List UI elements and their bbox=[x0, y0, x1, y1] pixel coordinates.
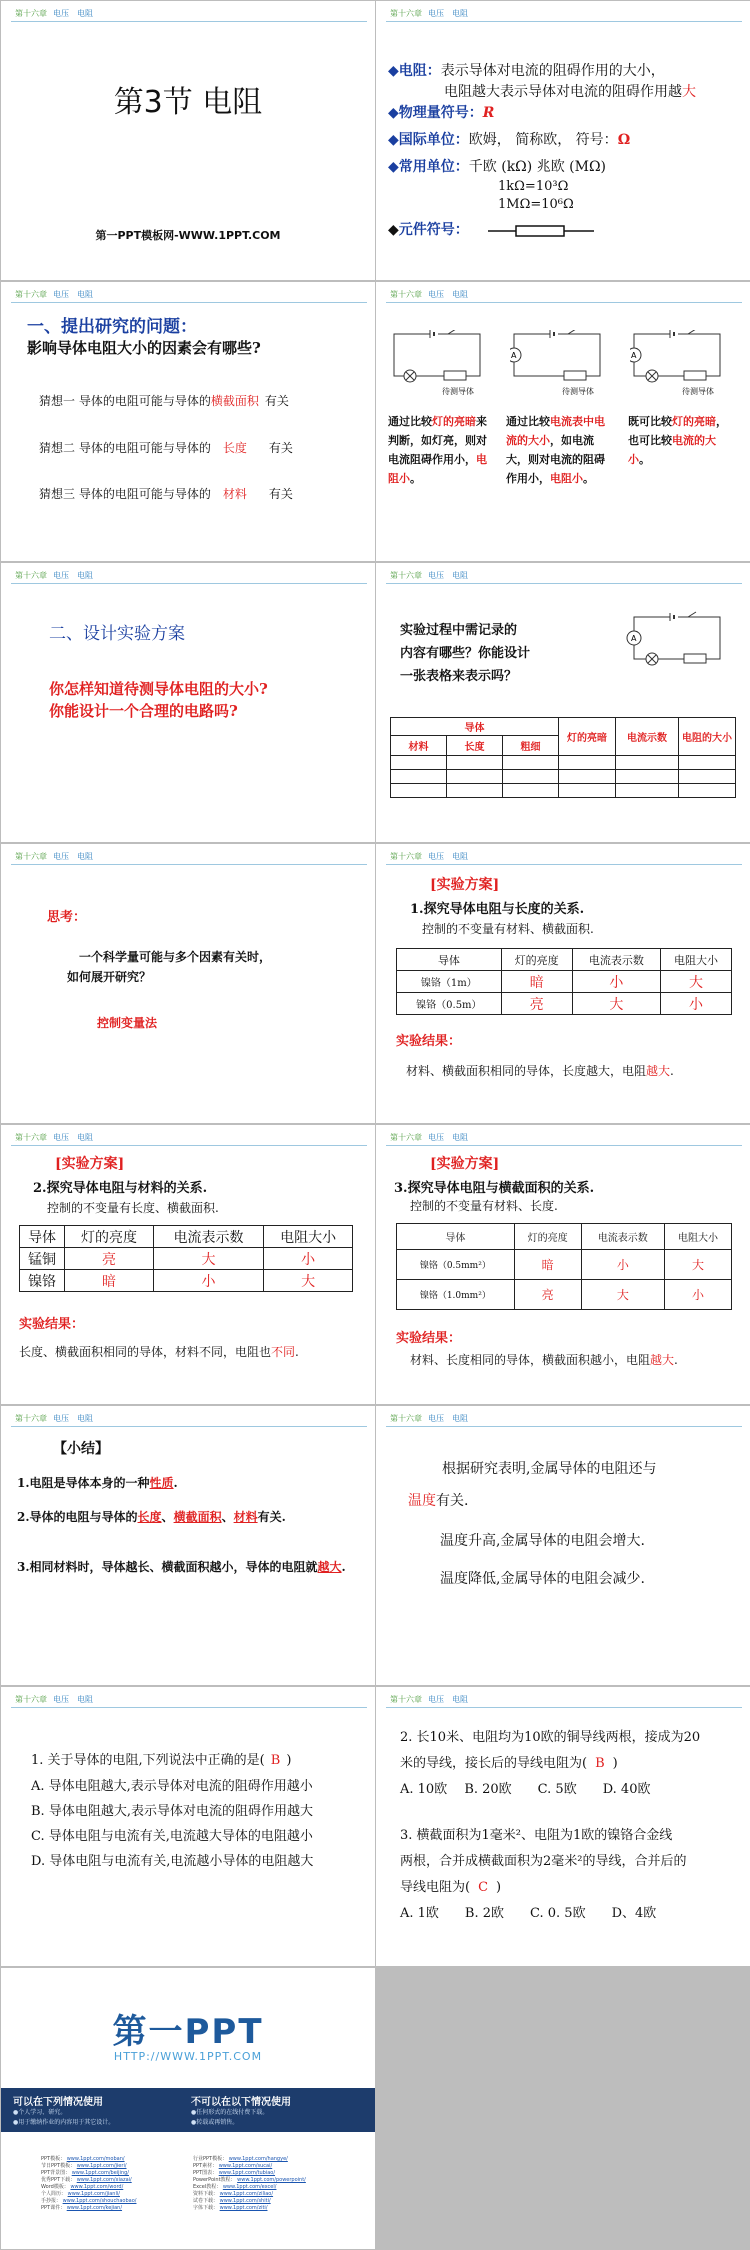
record-table: 导体 灯的亮暗 电流示数 电阻的大小 材料 长度 粗细 bbox=[390, 717, 736, 798]
svg-text:A: A bbox=[631, 351, 637, 360]
result-table: 导体 灯的亮度 电流表示数 电阻大小 锰铜 亮 大 小 镍铬 暗 小 大 bbox=[19, 1225, 353, 1292]
section-heading: 一、提出研究的问题： bbox=[27, 317, 197, 337]
circuit-note-3: 既可比较灯的亮暗，也可比较电流的大小。 bbox=[628, 415, 727, 466]
slide-header: 第十六章 电压 电阻 bbox=[390, 9, 468, 18]
think-label: 思考： bbox=[47, 910, 87, 925]
slide-title bbox=[1, 1, 375, 280]
link[interactable]: www.1ppt.com/powerpoint/ bbox=[237, 2177, 306, 2183]
circuit-label: 待测导体 bbox=[682, 387, 714, 396]
circuit-combined-icon bbox=[626, 611, 730, 673]
header-divider bbox=[11, 1707, 367, 1708]
plan-label: [实验方案] bbox=[430, 877, 500, 893]
summary-point-2: 2.导体的电阻与导体的长度、横截面积、材料有关. bbox=[17, 1510, 286, 1524]
quiz-question: 1. 关于导体的电阻,下列说法中正确的是( B ) bbox=[31, 1753, 292, 1768]
slide-thinking bbox=[1, 844, 375, 1123]
link[interactable]: www.1ppt.com/tubiao/ bbox=[218, 2170, 276, 2176]
temperature-line-4: 温度降低,金属导体的电阻会减少. bbox=[440, 1571, 645, 1587]
summary-heading: 【小结】 bbox=[53, 1441, 109, 1457]
slide-header: 第十六章 电压 电阻 bbox=[390, 1133, 468, 1142]
guess-one: 猜想一 导体的电阻可能与导体的横截面积 有关 bbox=[39, 394, 289, 408]
circuit-label: 待测导体 bbox=[442, 387, 474, 396]
quiz-option-b: B. 导体电阻越大,表示导体对电流的阻碍作用越大 bbox=[31, 1804, 313, 1819]
plan-label: [实验方案] bbox=[430, 1156, 500, 1172]
temperature-line-1: 根据研究表明,金属导体的电阻还与 bbox=[442, 1461, 657, 1477]
resistor-symbol-icon bbox=[488, 224, 598, 238]
result-text: 长度、横截面积相同的导体，材料不同，电阻也不同. bbox=[19, 1345, 299, 1359]
plan-item: 1.探究导体电阻与长度的关系. bbox=[410, 902, 585, 917]
link[interactable]: www.1ppt.com/jieri/ bbox=[76, 2163, 127, 2169]
header-divider bbox=[386, 302, 742, 303]
conversion-kilo: 1kΩ=10³Ω bbox=[498, 179, 569, 194]
slide-header: 第十六章 电压 电阻 bbox=[15, 1695, 93, 1704]
control-variables: 控制的不变量有长度、横截面积. bbox=[47, 1201, 219, 1215]
slide-header: 第十六章 电压 电阻 bbox=[15, 571, 93, 580]
header-divider bbox=[386, 1707, 742, 1708]
site-label: 第一PPT模板网-WWW.1PPT.COM bbox=[95, 229, 281, 242]
link[interactable]: www.1ppt.com/kejian/ bbox=[66, 2205, 123, 2211]
quiz-question-3: 3. 横截面积为1毫米²、电阻为1欧的镍铬合金线 两根，合并成横截面积为2毫米²的导线，合并后的 导线电阻为( C ) A. 1欧 B. 2欧 C. 0. 5欧 D、4欧 bbox=[400, 1828, 687, 1921]
header-divider bbox=[386, 1145, 742, 1146]
header-divider bbox=[11, 1145, 367, 1146]
link[interactable]: www.1ppt.com/jianli/ bbox=[67, 2191, 120, 2197]
header-divider bbox=[386, 21, 742, 22]
method-answer: 控制变量法 bbox=[97, 1016, 158, 1030]
design-question-2: 你能设计一个合理的电路吗? bbox=[49, 702, 238, 720]
record-prompt: 实验过程中需记录的 内容有哪些？你能设计 一张表格来表示吗？ bbox=[400, 623, 531, 684]
link[interactable]: www.1ppt.com/shouchaobao/ bbox=[62, 2198, 137, 2204]
slide-summary bbox=[1, 1406, 375, 1685]
plan-label: [实验方案] bbox=[55, 1156, 125, 1172]
header-divider bbox=[11, 302, 367, 303]
design-question-1: 你怎样知道待测导体电阻的大小? bbox=[49, 680, 268, 698]
link[interactable]: www.1ppt.com/ziti/ bbox=[219, 2205, 268, 2211]
think-line-2: 如何展开研究？ bbox=[67, 970, 152, 984]
slide-header: 第十六章 电压 电阻 bbox=[390, 1695, 468, 1704]
link[interactable]: www.1ppt.com/word/ bbox=[70, 2184, 124, 2190]
result-text: 材料、横截面积相同的导体，长度越大，电阻越大. bbox=[406, 1064, 674, 1078]
result-label: 实验结果： bbox=[19, 1317, 85, 1332]
brand-url: HTTP://WWW.1PPT.COM bbox=[113, 2050, 263, 2063]
circuit-combined-icon bbox=[630, 330, 726, 384]
brand-logo: 第一PPT bbox=[112, 2012, 264, 2052]
slide-quiz-2 bbox=[376, 1687, 750, 1966]
slide-header: 第十六章 电压 电阻 bbox=[15, 1133, 93, 1142]
bullet-icon: ◆ bbox=[388, 63, 399, 79]
quiz-option-d: D. 导体电阻与电流有关,电流越小导体的电阻越大 bbox=[31, 1854, 314, 1869]
circuit-ammeter-icon bbox=[510, 330, 606, 384]
definition-block: ◆电阻：表示导体对电流的阻碍作用的大小， 电阻越大表示导体对电流的阻碍作用越大 ◆物理量符号：R ◆国际单位：欧姆， 简称欧， 符号：Ω ◆常用单位：千欧 (kΩ) 兆欧 (MΩ) 1kΩ=10³Ω 1MΩ=10⁶Ω ◆元件符号： bbox=[388, 61, 744, 241]
slide-brand bbox=[1, 1968, 375, 2249]
svg-text:A: A bbox=[511, 351, 517, 360]
think-line-1: 一个科学量可能与多个因素有关时， bbox=[79, 950, 272, 964]
slide-header: 第十六章 电压 电阻 bbox=[390, 1414, 468, 1423]
slide-resistance-definition bbox=[376, 1, 750, 280]
conversion-mega: 1MΩ=10⁶Ω bbox=[498, 197, 574, 212]
section-heading: 二、设计实验方案 bbox=[49, 624, 185, 644]
quiz-question-2: 2. 长10米、电阻均为10欧的铜导线两根，接成为20 米的导线，接长后的导线电阻为( B ) A. 10欧 B. 20欧 C. 5欧 D. 40欧 bbox=[400, 1730, 701, 1797]
links-right: 行业PPT模板： www.1ppt.com/hangye/ PPT素材： www.1ppt.com/sucai/ PPT图表： www.1ppt.com/tubiao/ PowerPoint教程： www.1ppt.com/powerpoint/ Excel教程： www.1ppt.com/excel/ 资料下载： www.1ppt.com/ziliao/ 试卷下载： www.1ppt.com/shiti/ 字体下载： www.1ppt.com/ziti/ bbox=[193, 2156, 306, 2211]
link[interactable]: www.1ppt.com/moban/ bbox=[66, 2156, 125, 2162]
slide-research-question bbox=[1, 282, 375, 561]
control-variables: 控制的不变量有材料、横截面积. bbox=[422, 922, 594, 936]
page-title: 第3节 电阻 bbox=[113, 85, 263, 120]
slide-header: 第十六章 电压 电阻 bbox=[390, 571, 468, 580]
slide-header: 第十六章 电压 电阻 bbox=[15, 852, 93, 861]
svg-text:A: A bbox=[631, 634, 637, 643]
temperature-line-2: 温度有关. bbox=[408, 1493, 469, 1509]
slide-header: 第十六章 电压 电阻 bbox=[15, 290, 93, 299]
link[interactable]: www.1ppt.com/excel/ bbox=[222, 2184, 277, 2190]
plan-item: 2.探究导体电阻与材料的关系. bbox=[33, 1181, 208, 1196]
quiz-option-c: C. 导体电阻与电流有关,电流越大导体的电阻越小 bbox=[31, 1829, 313, 1844]
quiz-option-a: A. 导体电阻越大,表示导体对电流的阻碍作用越小 bbox=[31, 1779, 313, 1794]
usage-banner: 可以在下列情况使用 ●个人学习、研究。 ●用于缴纳作业的内容用于其它设计。 不可以在以下情况使用 ●任何形式的在线付费下载。 ●转载或再销售。 bbox=[1, 2088, 375, 2132]
links-left: PPT模板： www.1ppt.com/moban/ 节日PPT模板： www.1ppt.com/jieri/ PPT背景图： www.1ppt.com/beijing/ 优秀PPT下载： www.1ppt.com/xiazai/ Word模板： www.1ppt.com/word/ 个人简历： www.1ppt.com/jianli/ 手抄报： www.1ppt.com/shouchaobao/ PPT课件： www.1ppt.com/kejian/ bbox=[41, 2156, 137, 2211]
link[interactable]: www.1ppt.com/ziliao/ bbox=[219, 2191, 274, 2197]
header-divider bbox=[11, 583, 367, 584]
link[interactable]: www.1ppt.com/beijing/ bbox=[71, 2170, 129, 2176]
result-text: 材料、长度相同的导体，横截面积越小，电阻越大. bbox=[410, 1353, 678, 1367]
question-text: 影响导体电阻大小的因素会有哪些? bbox=[27, 339, 261, 357]
slide-header: 第十六章 电压 电阻 bbox=[15, 1414, 93, 1423]
slide-header: 第十六章 电压 电阻 bbox=[390, 852, 468, 861]
summary-point-3: 3.相同材料时，导体越长、横截面积越小，导体的电阻就越大. bbox=[17, 1560, 346, 1574]
link[interactable]: www.1ppt.com/sucai/ bbox=[218, 2163, 273, 2169]
header-divider bbox=[11, 21, 367, 22]
slide-experiment-length bbox=[376, 844, 750, 1123]
guess-three: 猜想三 导体的电阻可能与导体的 材料 有关 bbox=[39, 487, 293, 501]
slide-experiment-material bbox=[1, 1125, 375, 1404]
slide-header: 第十六章 电压 电阻 bbox=[15, 9, 93, 18]
header-divider bbox=[11, 864, 367, 865]
guess-two: 猜想二 导体的电阻可能与导体的 长度 有关 bbox=[39, 441, 293, 455]
circuit-lamp-icon bbox=[390, 330, 486, 384]
slide-experiment-area bbox=[376, 1125, 750, 1404]
link[interactable]: www.1ppt.com/hangye/ bbox=[228, 2156, 288, 2162]
circuit-note-1: 通过比较灯的亮暗来判断，如灯亮，则对电流阻碍作用小，电阻小。 bbox=[388, 415, 487, 485]
circuit-label: 待测导体 bbox=[562, 387, 594, 396]
control-variables: 控制的不变量有材料、长度. bbox=[410, 1199, 558, 1213]
slide-record-table bbox=[376, 563, 750, 842]
circuit-note-2: 通过比较电流表中电流的大小，如电流大，则对电流的阻碍作用小，电阻小。 bbox=[506, 415, 605, 485]
result-table: 导体 灯的亮度 电流表示数 电阻大小 镍铬（1m） 暗 小 大 镍铬（0.5m） 亮 大 小 bbox=[396, 948, 732, 1015]
header-divider bbox=[386, 1426, 742, 1427]
plan-item: 3.探究导体电阻与横截面积的关系. bbox=[394, 1181, 595, 1196]
header-divider bbox=[386, 864, 742, 865]
slide-temperature bbox=[376, 1406, 750, 1685]
result-label: 实验结果： bbox=[396, 1331, 462, 1346]
link[interactable]: www.1ppt.com/shiti/ bbox=[219, 2198, 271, 2204]
temperature-line-3: 温度升高,金属导体的电阻会增大. bbox=[440, 1533, 645, 1549]
link[interactable]: www.1ppt.com/xiazai/ bbox=[76, 2177, 132, 2183]
result-table: 导体 灯的亮度 电流表示数 电阻大小 镍铬（0.5mm²） 暗 小 大 镍铬（1.0mm²） 亮 大 小 bbox=[396, 1223, 732, 1310]
header-divider bbox=[386, 583, 742, 584]
result-label: 实验结果： bbox=[396, 1034, 462, 1049]
slide-circuits bbox=[376, 282, 750, 561]
slide-quiz-1 bbox=[1, 1687, 375, 1966]
header-divider bbox=[11, 1426, 367, 1427]
slide-design-plan bbox=[1, 563, 375, 842]
summary-point-1: 1.电阻是导体本身的一种性质. bbox=[17, 1476, 178, 1490]
slide-header: 第十六章 电压 电阻 bbox=[390, 290, 468, 299]
